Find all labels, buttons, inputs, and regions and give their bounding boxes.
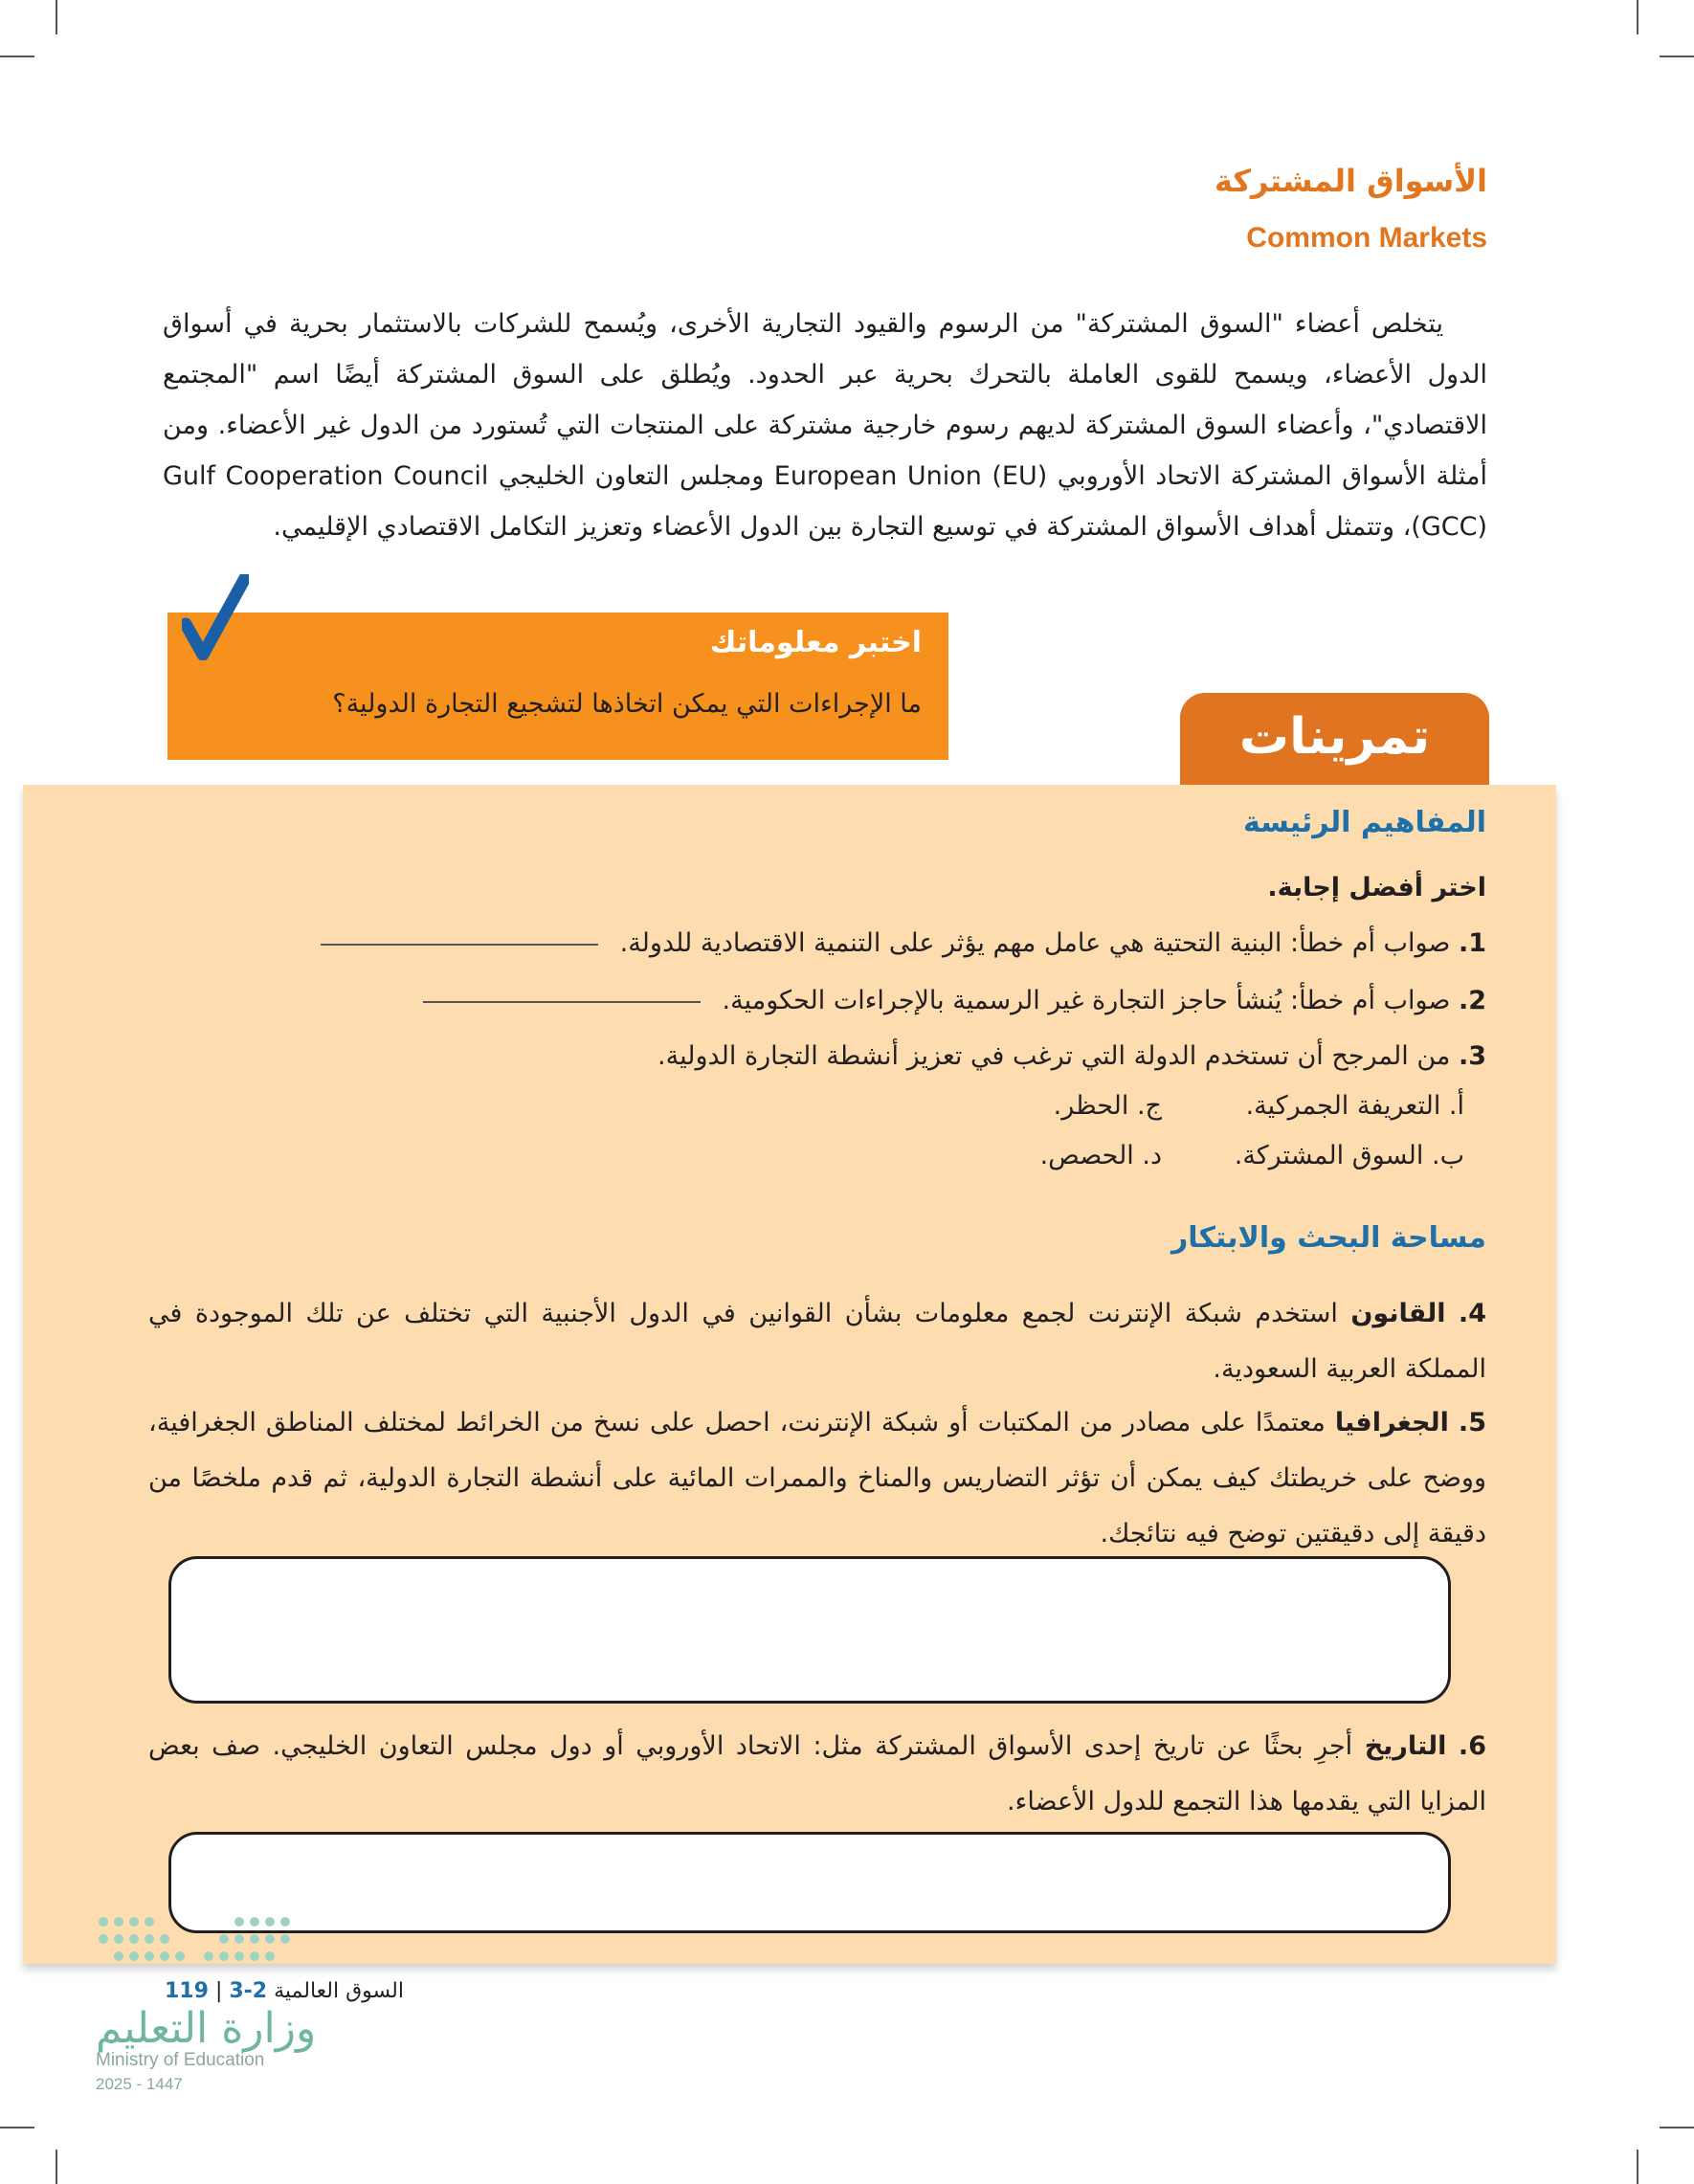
check-question: ما الإجراءات التي يمكن اتخاذها لتشجيع التجارة الدولية؟ — [332, 689, 922, 719]
answer-blank[interactable] — [321, 944, 598, 946]
option-a[interactable]: أ. التعريفة الجمركية. — [1245, 1091, 1464, 1121]
option-d[interactable]: د. الحصص. — [1039, 1141, 1162, 1170]
ministry-logo-icon — [96, 1914, 306, 1972]
question-number: 5. — [1458, 1408, 1486, 1437]
ministry-name-ar: وزارة التعليم — [96, 2004, 317, 2053]
section-title-ar: الأسواق المشتركة — [1214, 163, 1487, 199]
crop-mark — [56, 2150, 57, 2184]
question-keyword: الجغرافيا — [1334, 1408, 1449, 1437]
intro-text: يتخلص أعضاء "السوق المشتركة" من الرسوم والقيود التجارية الأخرى، ويُسمح للشركات بالاستثمار بحرية في أسواق الدول الأعضاء، ويسمح للقوى العاملة بالتحرك بحرية عبر الحدود. ويُطلق على السوق المشتركة أيضًا اسم "المجتمع الاقتصادي"، وأعضاء السوق المشتركة لديهم رسوم خارجية مشتركة على المنتجات التي تُستورد من الدول غير الأعضاء. ومن أمثلة الأسواق المشتركة الاتحاد الأوروبي European Union (EU) ومجلس التعاون الخليجي Gulf Cooperation Council (GCC)، وتتمثل أهداف الأسواق المشتركة في توسيع التجارة بين الدول الأعضاء وتعزيز التكامل الاقتصادي الإقليمي. — [163, 309, 1487, 542]
question-text: معتمدًا على مصادر من المكتبات أو شبكة الإنترنت، احصل على نسخ من الخرائط لمختلف المناطق الجغرافية، ووضح على خريطتك كيف يمكن أن تؤثر التضاريس والمناخ والممرات المائية على أنشطة التجارة الدولية، ثم قدم ملخصًا من دقيقة إلى دقيقتين توضح فيه نتائجك. — [148, 1408, 1486, 1549]
question-3 — [658, 1041, 1486, 1071]
question-4 — [148, 1286, 1486, 1397]
question-text: من المرجح أن تستخدم الدولة التي ترغب في تعزيز أنشطة التجارة الدولية. — [658, 1041, 1451, 1071]
option-c[interactable]: ج. الحظر. — [1053, 1091, 1162, 1121]
question-text: صواب أم خطأ: يُنشأ حاجز التجارة غير الرسمية بالإجراءات الحكومية. — [722, 986, 1451, 1015]
key-concepts-title: المفاهيم الرئيسة — [1243, 806, 1486, 839]
instruction: اختر أفضل إجابة. — [1267, 873, 1486, 903]
research-title: مساحة البحث والابتكار — [1170, 1221, 1486, 1255]
check-title: اختبر معلوماتك — [709, 626, 922, 659]
answer-box-5[interactable] — [168, 1556, 1451, 1704]
question-keyword: القانون — [1350, 1299, 1446, 1328]
exercises-tab — [1180, 693, 1489, 785]
chapter-title: السوق العالمية — [274, 1979, 404, 2003]
crop-mark — [56, 0, 57, 34]
question-number: 2. — [1458, 986, 1486, 1015]
page-footer — [165, 1979, 404, 2003]
answer-box-6[interactable] — [168, 1832, 1451, 1933]
exercises-panel — [23, 785, 1556, 1964]
question-6 — [148, 1719, 1486, 1830]
section-title-en: Common Markets — [1246, 222, 1487, 254]
crop-mark — [0, 56, 34, 57]
answer-blank[interactable] — [423, 1001, 701, 1003]
crop-mark — [1660, 56, 1694, 57]
option-b[interactable]: ب. السوق المشتركة. — [1234, 1141, 1464, 1170]
footer-separator: | — [214, 1979, 230, 2003]
question-1 — [321, 928, 1486, 958]
crop-mark — [1637, 0, 1638, 34]
crop-mark — [1637, 2150, 1638, 2184]
question-number: 1. — [1458, 928, 1486, 958]
question-2 — [423, 986, 1486, 1015]
question-number: 3. — [1458, 1041, 1486, 1071]
question-number: 4. — [1458, 1299, 1486, 1328]
ministry-year: 2025 - 1447 — [96, 2075, 183, 2093]
question-text: أجرِ بحثًا عن تاريخ إحدى الأسواق المشتركة مثل: الاتحاد الأوروبي أو دول مجلس التعاون الخليجي. صف بعض المزايا التي يقدمها هذا التجمع للدول الأعضاء. — [148, 1731, 1486, 1816]
question-keyword: التاريخ — [1364, 1731, 1447, 1761]
chapter-number: 2-3 — [229, 1979, 268, 2003]
question-number: 6. — [1458, 1731, 1486, 1761]
question-5 — [148, 1395, 1486, 1562]
checkmark-icon — [182, 574, 249, 660]
ministry-name-en: Ministry of Education — [96, 2050, 265, 2070]
intro-paragraph — [163, 299, 1487, 552]
check-understanding-box — [167, 613, 948, 760]
page-number: 119 — [165, 1979, 209, 2003]
exercises-tab-label: تمرينات — [1238, 708, 1431, 766]
crop-mark — [1660, 2127, 1694, 2128]
question-text: استخدم شبكة الإنترنت لجمع معلومات بشأن القوانين في الدول الأجنبية التي تختلف عن تلك الموجودة في المملكة العربية السعودية. — [148, 1299, 1486, 1384]
question-text: صواب أم خطأ: البنية التحتية هي عامل مهم يؤثر على التنمية الاقتصادية للدولة. — [619, 928, 1451, 958]
crop-mark — [0, 2127, 34, 2128]
